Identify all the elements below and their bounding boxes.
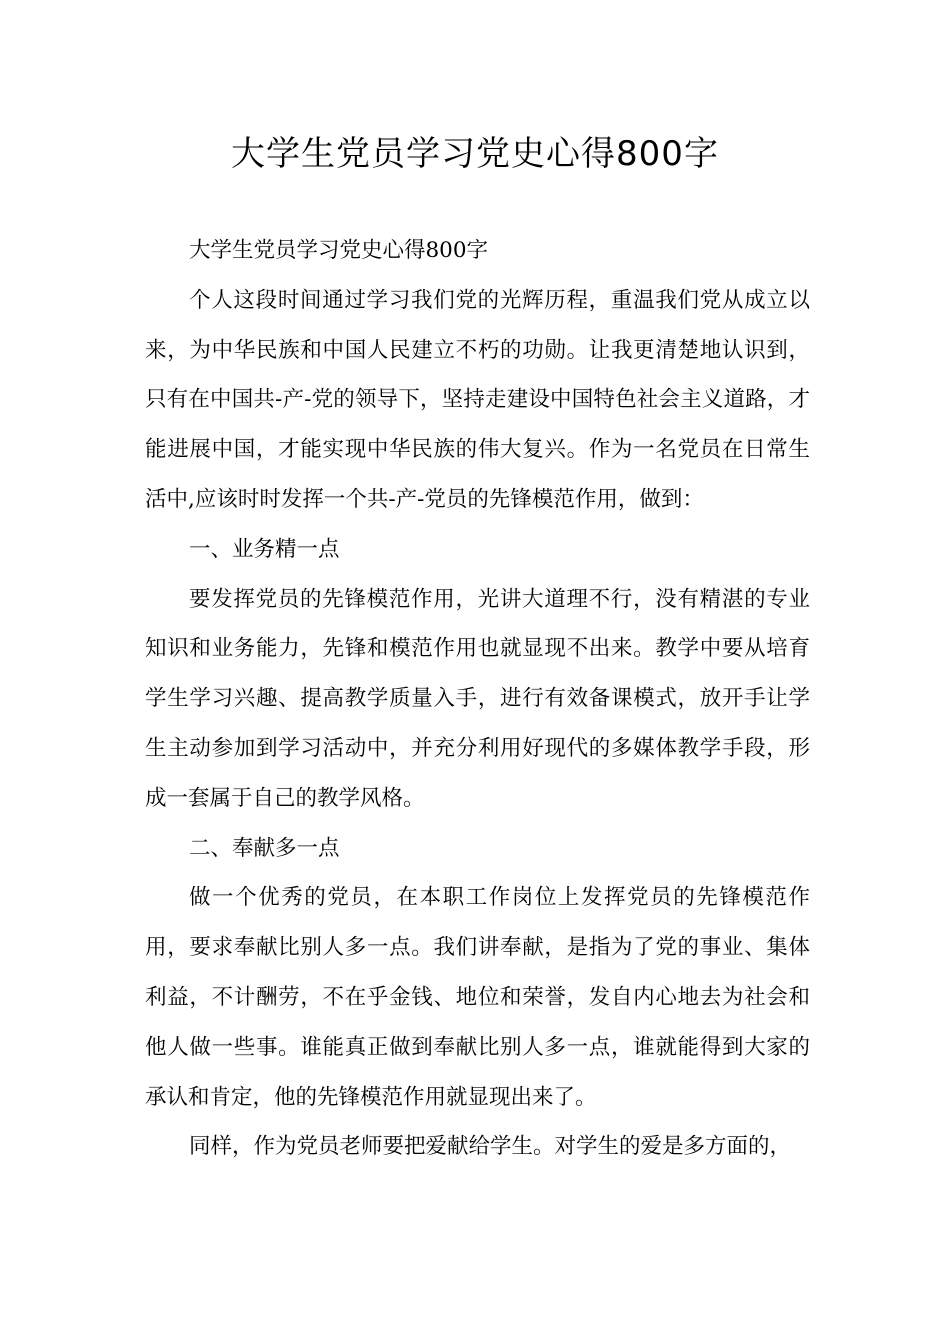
- section-2-paragraph: 做一个优秀的党员，在本职工作岗位上发挥党员的先锋模范作用，要求奉献比别人多一点。我们讲奉献，是指为了党的事业、集体利益，不计酬劳，不在乎金钱、地位和荣誉，发自内心地去为社会和他人做一些事。谁能真正做到奉献比别人多一点，谁就能得到大家的承认和肯定，他的先锋模范作用就显现出来了。: [145, 885, 810, 1110]
- document-title: 大学生党员学习党史心得800字: [231, 134, 719, 174]
- document-body: [145, 226, 810, 1172]
- section-heading-1: 一、业务精一点: [189, 536, 340, 562]
- continuation-paragraph: 同样，作为党员老师要把爱献给学生。对学生的爱是多方面的，: [189, 1134, 792, 1160]
- subtitle-paragraph: 大学生党员学习党史心得800字: [189, 238, 489, 263]
- section-heading-2: 二、奉献多一点: [189, 835, 340, 861]
- section-1-paragraph: 要发挥党员的先锋模范作用，光讲大道理不行，没有精湛的专业知识和业务能力，先锋和模范作用也就显现不出来。教学中要从培育学生学习兴趣、提高教学质量入手，进行有效备课模式，放开手让学生主动参加到学习活动中，并充分利用好现代的多媒体教学手段，形成一套属于自己的教学风格。: [145, 586, 810, 811]
- intro-paragraph: 个人这段时间通过学习我们党的光辉历程，重温我们党从成立以来，为中华民族和中国人民建立不朽的功勋。让我更清楚地认识到，只有在中国共-产-党的领导下，坚持走建设中国特色社会主义道路，才能进展中国，才能实现中华民族的伟大复兴。作为一名党员在日常生活中,应该时时发挥一个共-产-党员的先锋模范作用，做到：: [145, 287, 810, 512]
